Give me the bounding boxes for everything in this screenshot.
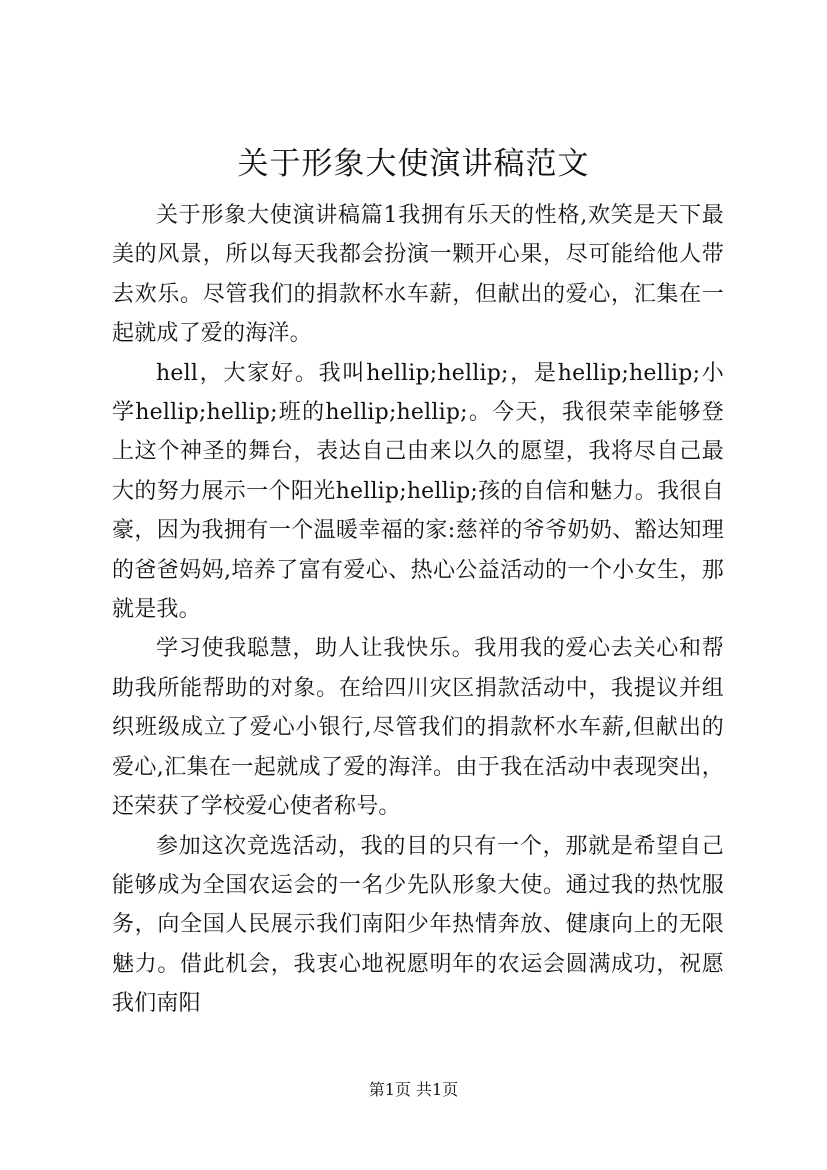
paragraph-3: 学习使我聪慧，助人让我快乐。我用我的爱心去关心和帮助我所能帮助的对象。在给四川灾区捐款活动中，我提议并组织班级成立了爱心小银行,尽管我们的捐款杯水车薪,但献出的爱心,汇集在一起就成了爱的海洋。由于我在活动中表现突出，还荣获了学校爱心使者称号。 bbox=[112, 636, 724, 820]
paragraph-2: hell，大家好。我叫hellip;hellip;，是hellip;hellip;小学hellip;hellip;班的hellip;hellip;。今天，我很荣幸能够登上这个神圣的舞台，表达自己由来以久的愿望，我将尽自己最大的努力展示一个阳光hellip;hellip;孩的自信和魅力。我很自豪，因为我拥有一个温暖幸福的家:慈祥的爷爷奶奶、豁达知理的爸爸妈妈,培养了富有爱心、热心公益活动的一个小女生，那就是我。 bbox=[112, 360, 724, 623]
document-body bbox=[112, 196, 724, 1024]
page-footer: 第1页 共1页 bbox=[368, 1080, 459, 1099]
document-title: 关于形象大使演讲稿范文 bbox=[237, 146, 590, 182]
paragraph-4: 参加这次竞选活动，我的目的只有一个，那就是希望自己能够成为全国农运会的一名少先队形象大使。通过我的热忱服务，向全国人民展示我们南阳少年热情奔放、健康向上的无限魅力。借此机会，我衷心地祝愿明年的农运会圆满成功，祝愿我们南阳 bbox=[112, 833, 724, 1017]
paragraph-1: 关于形象大使演讲稿篇1我拥有乐天的性格,欢笑是天下最美的风景，所以每天我都会扮演一颗开心果，尽可能给他人带去欢乐。尽管我们的捐款杯水车薪，但献出的爱心，汇集在一起就成了爱的海洋。 bbox=[112, 203, 724, 347]
